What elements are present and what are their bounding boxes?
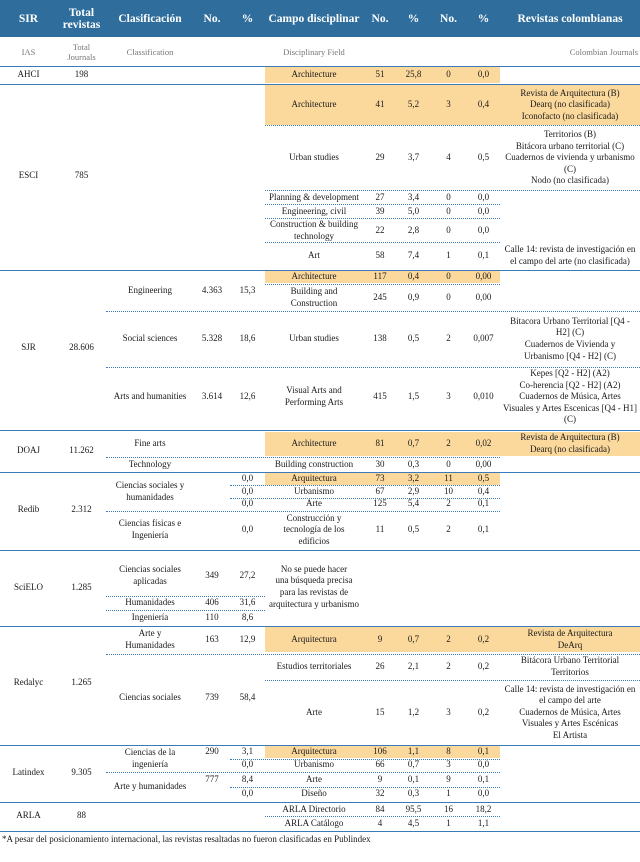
latindex-r1-no3: 8	[446, 746, 451, 757]
esci-r3-no2: 27	[375, 191, 385, 202]
latindex-sir: Latindex	[12, 767, 45, 778]
redib-r3-pct3: 0,1	[477, 498, 490, 509]
sjr-r1-no2: 117	[373, 271, 387, 282]
esci-sir: ESCI	[18, 170, 39, 181]
esci-r1-revistas: Revista de Arquitectura (B) Dearq (no clasificada) Iconofacto (no clasificada)	[520, 87, 620, 121]
arla-r1-campo: ARLA Directorio	[282, 803, 346, 814]
sjr-sir: SJR	[21, 341, 36, 352]
arla-r1-pct2: 95,5	[405, 803, 422, 814]
doaj-r1-no2: 81	[375, 438, 385, 449]
sjr-r1-campo: Architecture	[291, 271, 337, 282]
esci-r5-pct2: 2,8	[407, 224, 420, 235]
scielo-class-2: Humanidades	[125, 597, 175, 608]
redib-class-physical: Ciencias físicas e Ingeniería	[118, 518, 182, 540]
redib-r3-no3: 2	[446, 498, 451, 509]
latindex-class-2-pct: 8,4	[241, 774, 254, 785]
sjr-r2-campo: Building and Construction	[290, 285, 338, 308]
redib-r2-pct2: 2,9	[407, 486, 420, 496]
sjr-social-no: 5.328	[201, 333, 223, 344]
esci-r4-pct3: 0,0	[477, 205, 490, 216]
sjr-engineering-no: 4.363	[201, 284, 223, 295]
esci-r5-no3: 0	[446, 224, 451, 235]
esci-total: 785	[74, 170, 89, 181]
esci-r1-pct2: 5,2	[407, 99, 420, 110]
esci-r2-pct3: 0,5	[477, 152, 490, 163]
redib-r1-no3: 11	[444, 473, 453, 484]
ahci-pct3: 0,0	[477, 69, 490, 80]
redib-r4-pct3: 0,1	[477, 524, 490, 535]
redib-r2-campo: Urbanismo	[294, 486, 334, 496]
esci-r5-campo: Construction & building technology	[269, 219, 358, 241]
ahci-pct2: 25,8	[405, 69, 422, 80]
subheader-classification: Classification	[126, 46, 174, 57]
esci-r3-pct2: 3,4	[407, 191, 420, 202]
header-revistas: Revistas colombianas	[500, 0, 640, 37]
latindex-r2-pct2: 0,7	[407, 759, 420, 770]
esci-r2-revistas: Territorios (B) Bitácora urbano territorial (C) Cuadernos de vivienda y urbanismo (C) Nodo (no clasificada)	[505, 129, 635, 186]
sjr-r4-campo: Visual Arts and Performing Arts	[284, 385, 344, 407]
doaj-r1-revistas: Revista de Arquitectura (B) Dearq (no clasificada)	[520, 432, 620, 454]
sjr-r4-revistas: Kepes [Q2 - H2] (A2) Co-herencia [Q2 - H2] (A2) Cuadernos de Música, Artes Visuales y Artes Escenicas [Q4 - H1] (C)	[503, 368, 637, 425]
header-pct2: %	[397, 0, 430, 37]
redib-pct-b: 0,0	[241, 486, 254, 496]
latindex-r1-no2: 106	[373, 746, 387, 757]
arla-r2-no2: 4	[377, 817, 383, 828]
esci-r2-no2: 29	[375, 152, 385, 163]
sjr-social: Social sciences	[122, 333, 178, 344]
latindex-r2-pct3: 0,0	[477, 759, 490, 770]
header-pct1: %	[230, 0, 265, 37]
header-sir: SIR	[0, 0, 57, 37]
doaj-r2-pct2: 0,3	[407, 458, 420, 469]
header-no3: No.	[430, 0, 467, 37]
redib-r2-no2: 67	[375, 486, 385, 496]
esci-r6-campo: Art	[308, 249, 320, 260]
esci-r2-pct2: 3,7	[407, 152, 420, 163]
doaj-r2-no2: 30	[375, 458, 385, 469]
header-no2: No.	[363, 0, 397, 37]
header-clasificacion: Clasificación	[106, 0, 194, 37]
esci-r6-revistas: Calle 14: revista de investigación en el campo del arte (no clasificada)	[504, 243, 636, 266]
redalyc-sir: Redalyc	[13, 677, 44, 688]
redalyc-r2-pct2: 2,1	[407, 660, 420, 671]
scielo-class-2-no: 406	[205, 597, 219, 608]
doaj-total: 11.262	[69, 444, 94, 455]
ahci-total: 198	[74, 69, 89, 80]
esci-r6-no3: 1	[446, 249, 451, 260]
header-campo: Campo disciplinar	[265, 0, 363, 37]
sjr-r2-pct2: 0,9	[407, 291, 420, 302]
sjr-r4-pct3: 0,010	[473, 391, 494, 402]
redib-r4-pct2: 0,5	[407, 524, 420, 535]
redib-r4-no3: 2	[446, 524, 451, 535]
redib-pct-c: 0,0	[241, 498, 254, 509]
sjr-arts: Arts and humanities	[113, 391, 187, 402]
arla-r2-pct3: 1,1	[477, 817, 490, 828]
redalyc-r3-revistas: Calle 14: revista de investigación en el campo del arte Cuadernos de Música, Artes Visuales y Artes Escénicas El Artista	[504, 683, 636, 740]
redalyc-class-2: Ciencias sociales	[119, 691, 181, 702]
latindex-r4-campo: Diseño	[301, 788, 327, 799]
sjr-r2-pct3: 0,00	[475, 291, 492, 302]
sjr-r3-pct2: 0,5	[407, 333, 420, 344]
doaj-technology: Technology	[128, 458, 172, 469]
latindex-r1-pct2: 1,1	[407, 746, 420, 757]
scielo-class-3: Ingeniería	[131, 611, 169, 622]
esci-r1-pct3: 0,4	[477, 99, 490, 110]
latindex-r3-pct3: 0,1	[477, 773, 490, 784]
latindex-r4-no3: 1	[446, 788, 451, 799]
latindex-pct-d: 0,0	[241, 788, 254, 799]
esci-r5-pct3: 0,0	[477, 224, 490, 235]
scielo-class-2-pct: 31,6	[239, 597, 256, 608]
redib-r4-campo: Construcción y tecnología de los edificios	[283, 512, 345, 546]
sjr-arts-no: 3.614	[201, 391, 223, 402]
scielo-class-1-no: 349	[205, 570, 219, 581]
scielo-class-3-no: 110	[205, 611, 219, 622]
sjr-r4-no2: 415	[373, 391, 387, 402]
subheader-total: Total Journals	[67, 41, 96, 62]
footnote: *A pesar del posicionamiento internacional, las revistas resaltadas no fueron clasificadas en Publindex	[2, 834, 371, 844]
redalyc-class-1-pct: 12,9	[239, 634, 256, 645]
redib-pct-a: 0,0	[241, 473, 254, 484]
esci-r2-no3: 4	[446, 152, 451, 163]
sjr-r2-no2: 245	[373, 291, 387, 302]
sjr-r1-no3: 0	[446, 271, 451, 282]
sjr-r3-revistas: Bitacora Urbano Territorial [Q4 - H2] (C) Cuadernos de Vivienda y Urbanismo [Q4 - H2] (C)	[510, 315, 630, 361]
redib-class-social: Ciencias sociales y humanidades	[115, 480, 185, 502]
scielo-total: 1.285	[71, 581, 92, 592]
esci-r6-no2: 58	[375, 249, 385, 260]
doaj-r2-campo: Building construction	[274, 458, 354, 469]
esci-r3-campo: Planning & development	[269, 191, 359, 202]
doaj-r1-pct3: 0,02	[475, 438, 492, 449]
subheader-journals: Colombian Journals	[569, 46, 638, 57]
latindex-r2-no2: 66	[375, 759, 385, 770]
esci-r1-no2: 41	[375, 99, 385, 110]
latindex-r2-no3: 3	[446, 759, 451, 770]
sjr-r1-pct2: 0,4	[407, 271, 420, 282]
redalyc-class-1: Arte y Humanidades	[125, 628, 175, 650]
redib-r3-pct2: 5,4	[407, 498, 420, 509]
scielo-class-3-pct: 8,6	[241, 611, 254, 622]
sjr-total: 28.606	[69, 341, 94, 352]
redib-r2-pct3: 0,4	[477, 486, 490, 496]
latindex-r4-no2: 32	[375, 788, 385, 799]
latindex-r1-pct3: 0,1	[477, 746, 490, 757]
redib-r1-pct3: 0,5	[477, 473, 490, 484]
arla-r1-no3: 16	[444, 803, 453, 814]
redib-r1-no2: 73	[375, 473, 385, 484]
esci-r1-no3: 3	[446, 99, 451, 110]
latindex-pct-b: 0,0	[241, 759, 254, 770]
arla-total: 88	[77, 810, 86, 821]
redalyc-r3-no3: 3	[446, 706, 451, 717]
redalyc-r2-revistas: Bitácora Urbano Territorial Territorios	[520, 655, 620, 677]
redalyc-r1-revistas: Revista de Arquitectura DeArq	[527, 627, 613, 650]
redalyc-r3-pct2: 1,2	[407, 706, 420, 717]
redib-total: 2.312	[71, 504, 92, 515]
doaj-r1-pct2: 0,7	[407, 438, 420, 449]
sjr-r3-pct3: 0,007	[473, 333, 494, 344]
esci-r3-no3: 0	[446, 191, 451, 202]
redib-r3-campo: Arte	[306, 498, 322, 509]
esci-r4-no2: 39	[375, 205, 385, 216]
sjr-engineering-pct: 15,3	[239, 284, 256, 295]
arla-r2-campo: ARLA Catálogo	[284, 817, 344, 828]
latindex-class-1-no: 290	[205, 746, 219, 757]
esci-r5-no2: 22	[375, 224, 385, 235]
redalyc-class-1-no: 163	[205, 634, 219, 645]
doaj-fine-arts: Fine arts	[134, 438, 166, 449]
header-total: Total revistas	[57, 0, 106, 37]
doaj-r1-campo: Architecture	[291, 438, 337, 449]
sjr-r4-no3: 3	[446, 391, 451, 402]
sjr-arts-pct: 12,6	[239, 391, 256, 402]
redalyc-class-2-pct: 58,4	[239, 691, 256, 702]
scielo-class-1: Ciencias sociales aplicadas	[119, 564, 181, 586]
latindex-r3-no2: 9	[377, 773, 383, 784]
latindex-class-2: Arte y humanidades	[113, 780, 187, 791]
doaj-sir: DOAJ	[16, 444, 40, 455]
sjr-r3-no3: 2	[446, 333, 451, 344]
latindex-r1-campo: Arquitectura	[291, 746, 337, 757]
redib-r3-no2: 125	[373, 498, 387, 509]
ahci-no3: 0	[446, 69, 451, 80]
redalyc-r2-pct3: 0,2	[477, 660, 490, 671]
latindex-total: 9.305	[71, 767, 92, 778]
esci-r6-pct3: 0,1	[477, 249, 490, 260]
scielo-class-1-pct: 27,2	[239, 570, 256, 581]
latindex-class-1: Ciencias de la ingeniería	[124, 747, 176, 769]
sjr-engineering: Engineering	[128, 284, 172, 295]
esci-r3-pct3: 0,0	[477, 191, 490, 202]
redib-sir: Redib	[17, 504, 40, 515]
redalyc-class-2-no: 739	[205, 691, 219, 702]
sjr-r4-pct2: 1,5	[407, 391, 420, 402]
scielo-sir: SciELO	[14, 581, 43, 592]
redalyc-r2-no2: 26	[375, 660, 385, 671]
redib-r1-campo: Arquitectura	[291, 473, 337, 484]
redalyc-r1-pct2: 0,7	[407, 633, 420, 644]
latindex-r4-pct2: 0,3	[407, 788, 420, 799]
latindex-class-1-pct: 3,1	[241, 746, 254, 757]
redalyc-r1-campo: Arquitectura	[291, 633, 337, 644]
subheader-field: Disciplinary Field	[283, 46, 345, 57]
redalyc-r1-no3: 2	[446, 633, 451, 644]
ahci-sir: AHCI	[17, 69, 40, 80]
esci-r1-campo: Architecture	[291, 99, 337, 110]
latindex-r3-no3: 9	[446, 773, 451, 784]
esci-r2-campo: Urban studies	[289, 152, 339, 163]
latindex-r3-pct2: 0,1	[407, 773, 420, 784]
redalyc-total: 1.265	[71, 677, 92, 688]
ahci-no2: 51	[375, 69, 385, 80]
latindex-r3-campo: Arte	[306, 773, 322, 784]
esci-r4-pct2: 5,0	[407, 205, 420, 216]
sjr-r2-no3: 0	[446, 291, 451, 302]
subheader-ias: IAS	[21, 46, 36, 57]
redalyc-r2-no3: 2	[446, 660, 451, 671]
scielo-note: No se puede hacer una búsqueda precisa para las revistas de arquitectura y urbanismo	[269, 563, 359, 609]
redalyc-r1-pct3: 0,2	[477, 633, 490, 644]
arla-r1-pct3: 18,2	[475, 803, 492, 814]
sjr-r1-pct3: 0,00	[475, 271, 492, 282]
latindex-class-2-no: 777	[205, 774, 219, 785]
redib-r1-pct2: 3,2	[407, 473, 420, 484]
arla-r2-pct2: 4,5	[407, 817, 420, 828]
redalyc-r3-campo: Arte	[306, 706, 322, 717]
esci-r6-pct2: 7,4	[407, 249, 420, 260]
arla-sir: ARLA	[16, 810, 41, 821]
redib-r4-no2: 11	[375, 524, 385, 535]
esci-r4-campo: Engineering, civil	[281, 205, 347, 216]
doaj-r2-pct3: 0,00	[475, 458, 492, 469]
arla-r1-no2: 84	[375, 803, 385, 814]
table-bottom-rule	[0, 831, 640, 832]
esci-r4-no3: 0	[446, 205, 451, 216]
latindex-r2-campo: Urbanismo	[294, 759, 334, 770]
arla-r2-no3: 1	[446, 817, 451, 828]
redib-r2-no3: 10	[444, 486, 453, 496]
redalyc-r1-no2: 9	[377, 633, 383, 644]
sjr-r3-campo: Urban studies	[289, 333, 339, 344]
sjr-social-pct: 18,6	[239, 333, 256, 344]
doaj-r2-no3: 0	[446, 458, 451, 469]
doaj-r1-no3: 2	[446, 438, 451, 449]
header-no1: No.	[194, 0, 230, 37]
latindex-r4-pct3: 0,0	[477, 788, 490, 799]
ahci-campo: Architecture	[291, 69, 337, 80]
redib-pct-d: 0,0	[241, 524, 254, 535]
header-pct3: %	[467, 0, 500, 37]
redalyc-r2-campo: Estudios territoriales	[276, 660, 352, 671]
sjr-r3-no2: 138	[373, 333, 387, 344]
redalyc-r3-no2: 15	[375, 706, 385, 717]
redalyc-r3-pct3: 0,2	[477, 706, 490, 717]
